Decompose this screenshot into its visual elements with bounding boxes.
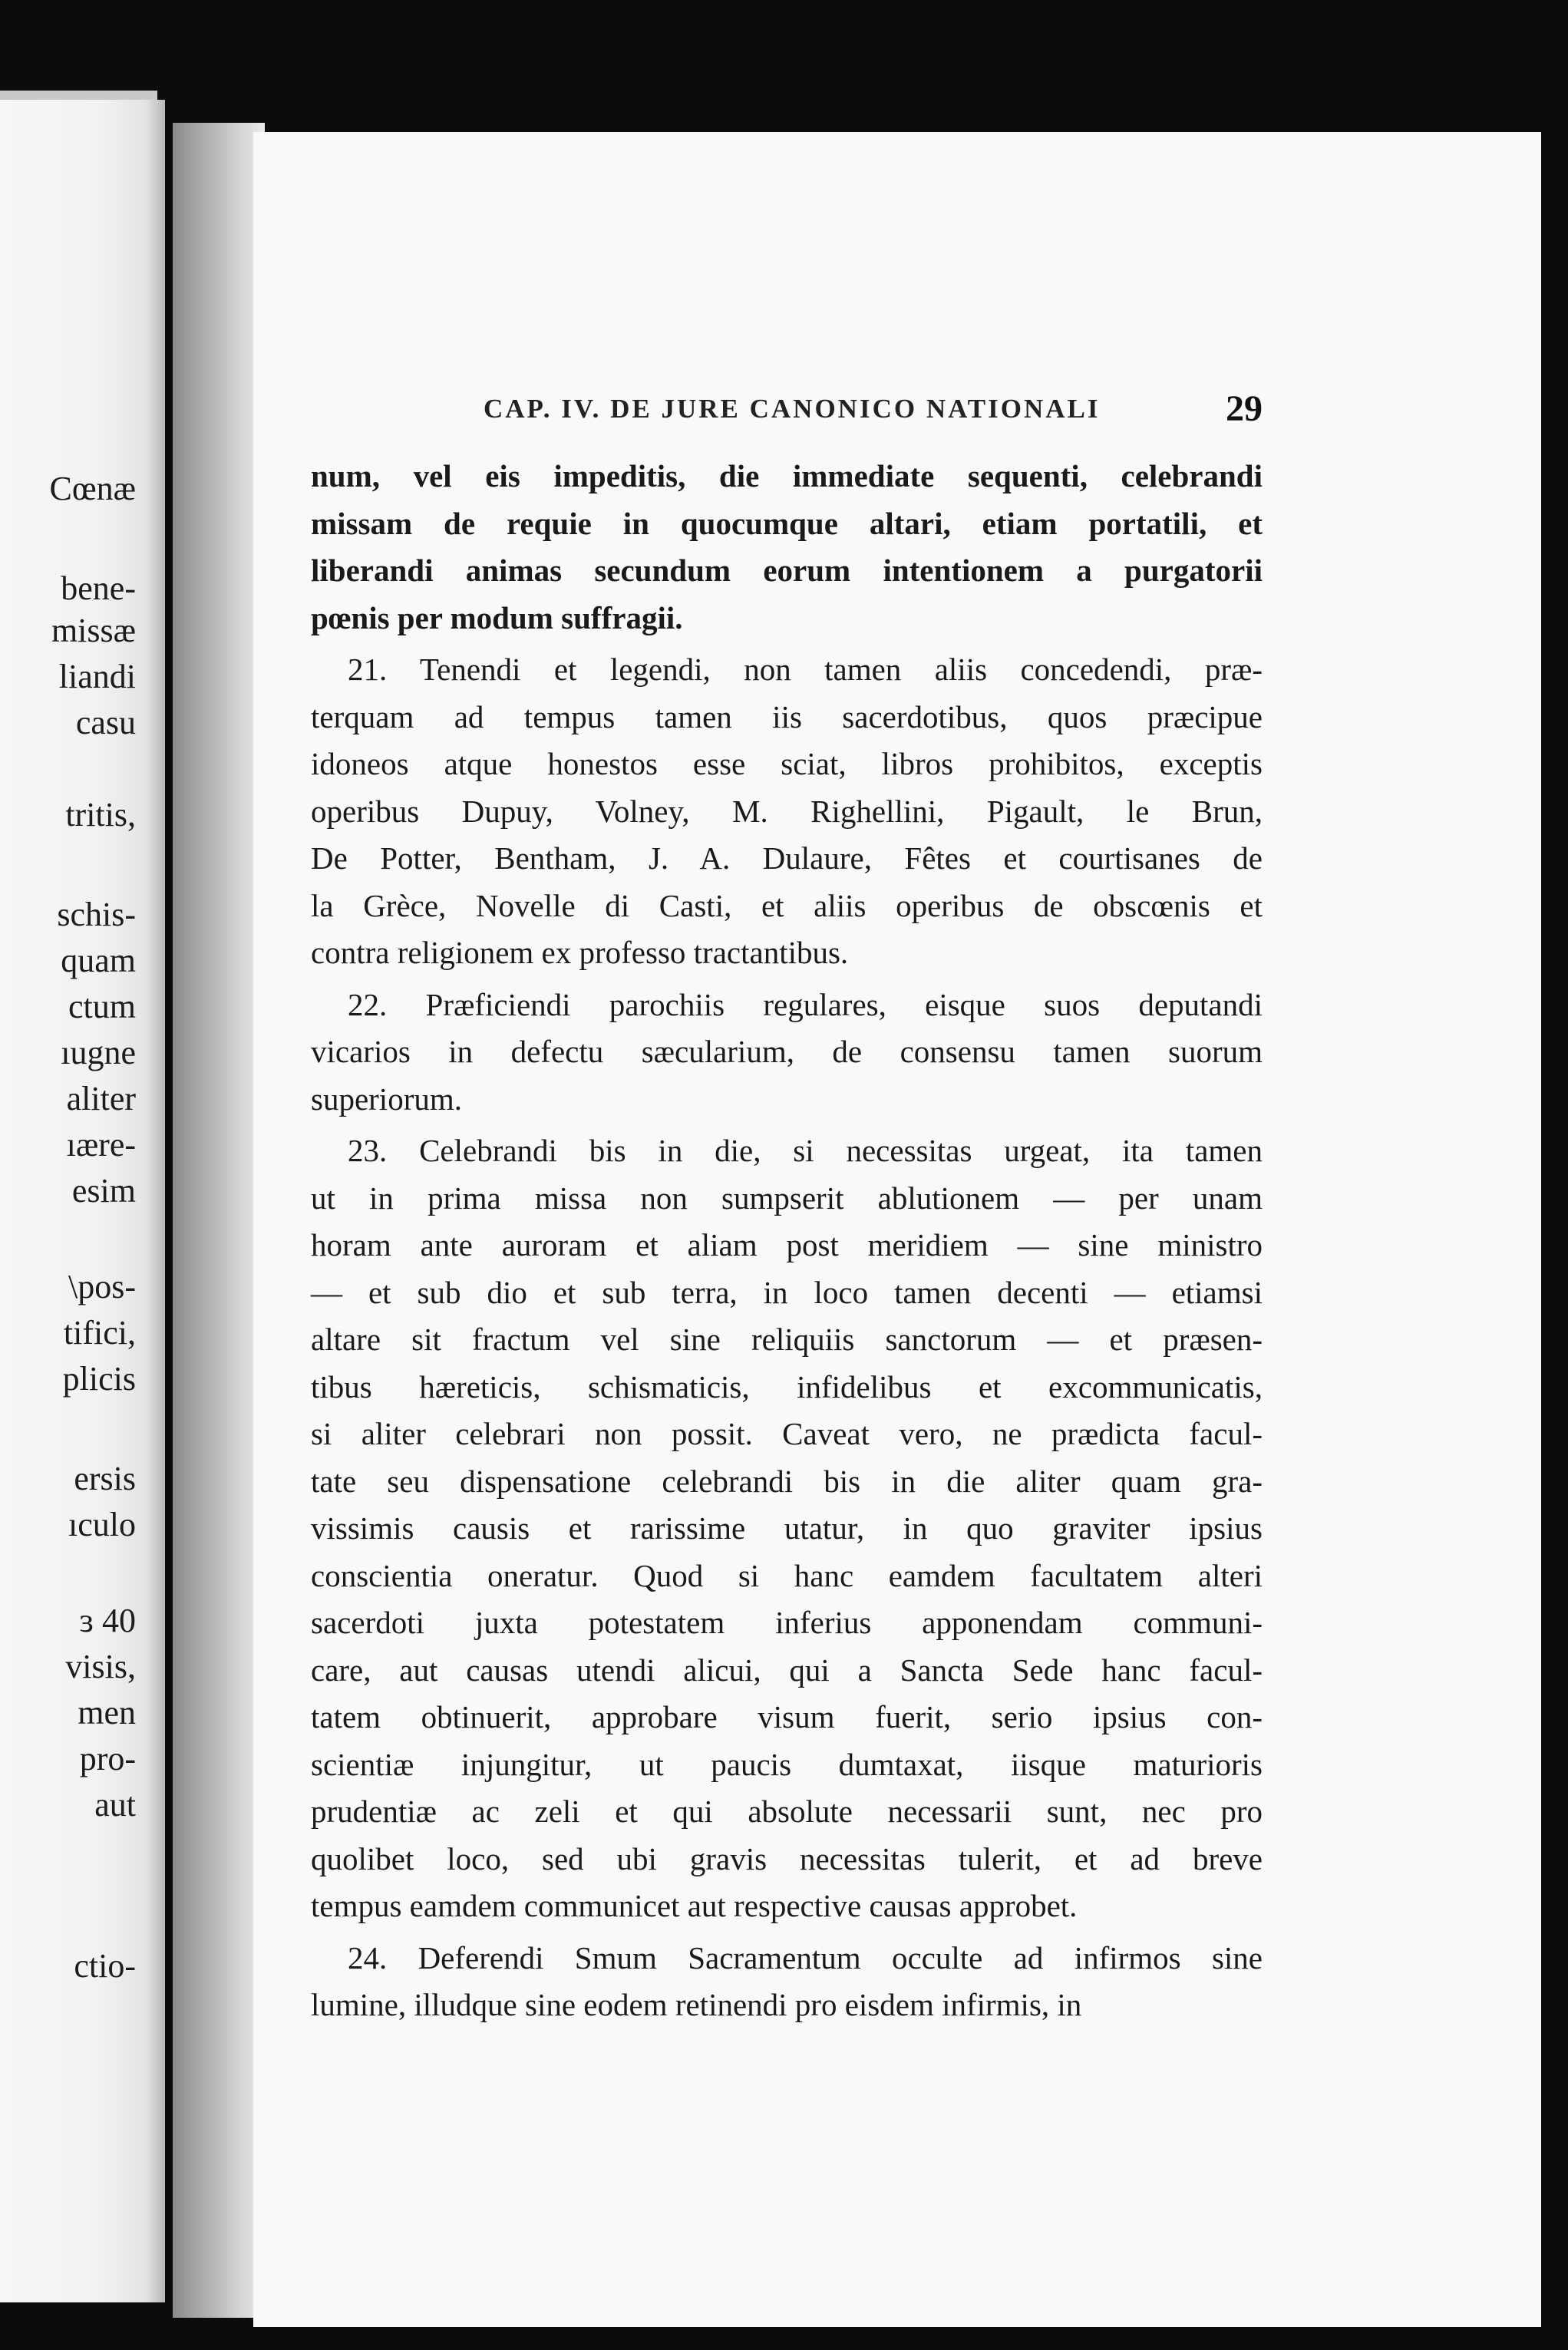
- left-page-fragment: missæ: [51, 612, 136, 649]
- text-line: missam de requie in quocumque altari, etiam portatili, et: [311, 505, 1263, 541]
- text-line: — et sub dio et sub terra, in loco tamen decenti — etiamsi: [311, 1274, 1263, 1310]
- text-line: care, aut causas utendi alicui, qui a Sancta Sede hanc facul-: [311, 1652, 1263, 1688]
- left-page-fragment: ıculo: [68, 1506, 136, 1543]
- left-page-fragment: schis-: [57, 896, 136, 933]
- text-line: tate seu dispensatione celebrandi bis in die aliter quam gra-: [311, 1463, 1263, 1499]
- left-page-fragment: ıære-: [66, 1126, 136, 1163]
- text-line: quolibet loco, sed ubi gravis necessitas tulerit, et ad breve: [311, 1840, 1263, 1876]
- text-line: terquam ad tempus tamen iis sacerdotibus, quos præcipue: [311, 698, 1263, 734]
- text-line: vissimis causis et rarissime utatur, in quo graviter ipsius: [311, 1510, 1263, 1546]
- body-text: [311, 453, 1263, 2029]
- left-page-fragment: esim: [71, 1172, 136, 1210]
- page-gutter-shadow: [173, 123, 265, 2318]
- left-page-fragment: pro-: [79, 1740, 136, 1777]
- left-page-fragment: ersis: [74, 1460, 136, 1497]
- text-line: 21. Tenendi et legendi, non tamen aliis concedendi, præ-: [348, 652, 1263, 687]
- chapter-title: CAP. IV. DE JURE CANONICO NATIONALI: [484, 394, 1101, 424]
- text-line: idoneos atque honestos esse sciat, libros prohibitos, exceptis: [311, 746, 1263, 781]
- left-page-fragment: quam: [61, 942, 136, 979]
- left-page-fragment: tifici,: [63, 1314, 136, 1352]
- text-line: la Grèce, Novelle di Casti, et aliis operibus de obscœnis et: [311, 887, 1263, 923]
- text-line: operibus Dupuy, Volney, M. Righellini, Pigault, le Brun,: [311, 793, 1263, 829]
- text-line: prudentiæ ac zeli et qui absolute necessarii sunt, nec pro: [311, 1794, 1263, 1829]
- left-page-fragment: \pos-: [68, 1268, 136, 1305]
- text-line: lumine, illudque sine eodem retinendi pro eisdem infirmis, in: [311, 1987, 1082, 2022]
- text-line: 24. Deferendi Smum Sacramentum occulte ad infirmos sine: [348, 1939, 1263, 1975]
- left-page-fragment: aut: [94, 1786, 136, 1824]
- text-line: sacerdoti juxta potestatem inferius apponendam communi-: [311, 1605, 1263, 1640]
- text-line: scientiæ injungitur, ut paucis dumtaxat, iisque maturioris: [311, 1746, 1263, 1782]
- left-page-fragment: bene-: [61, 569, 136, 607]
- left-page-fragment: men: [78, 1694, 136, 1731]
- text-line: contra religionem ex professo tractantibus.: [311, 935, 849, 970]
- text-line: horam ante auroram et aliam post meridiem — sine ministro: [311, 1227, 1263, 1262]
- previous-page: [0, 100, 165, 2302]
- text-line: pœnis per modum suffragii.: [311, 599, 683, 635]
- text-line: tatem obtinuerit, approbare visum fuerit, serio ipsius con-: [311, 1699, 1263, 1734]
- text-line: superiorum.: [311, 1081, 462, 1117]
- left-page-fragment: Cœnæ: [49, 470, 136, 507]
- left-page-fragment: plicis: [62, 1360, 136, 1398]
- left-page-fragment: ıugne: [61, 1034, 136, 1071]
- left-page-fragment: ctio-: [74, 1947, 136, 1985]
- left-page-fragment: visis,: [65, 1648, 136, 1685]
- text-line: altare sit fractum vel sine reliquiis sanctorum — et præsen-: [311, 1322, 1263, 1357]
- left-page-fragment: casu: [75, 704, 136, 741]
- left-page-fragment: tritis,: [65, 796, 136, 833]
- text-line: liberandi animas secundum eorum intentionem a purgatorii: [311, 553, 1263, 588]
- page-number: 29: [1226, 388, 1263, 429]
- left-page-fragment: liandi: [58, 658, 136, 695]
- text-line: De Potter, Bentham, J. A. Dulaure, Fêtes et courtisanes de: [311, 840, 1263, 876]
- left-page-fragment: ɜ 40: [79, 1602, 136, 1639]
- left-page-fragment: ctum: [68, 988, 136, 1025]
- text-line: si aliter celebrari non possit. Caveat vero, ne prædicta facul-: [311, 1416, 1263, 1451]
- running-head: [484, 388, 1263, 434]
- text-line: 22. Præficiendi parochiis regulares, eisque suos deputandi: [348, 986, 1263, 1022]
- text-line: tibus hæreticis, schismaticis, infidelibus et excommunicatis,: [311, 1368, 1263, 1404]
- text-line: num, vel eis impeditis, die immediate sequenti, celebrandi: [311, 458, 1263, 493]
- text-line: vicarios in defectu sæcularium, de consensu tamen suorum: [311, 1034, 1263, 1069]
- text-line: ut in prima missa non sumpserit ablutionem — per unam: [311, 1180, 1263, 1216]
- left-page-fragment: aliter: [66, 1080, 136, 1117]
- text-line: tempus eamdem communicet aut respective causas approbet.: [311, 1888, 1078, 1923]
- text-line: 23. Celebrandi bis in die, si necessitas urgeat, ita tamen: [348, 1133, 1263, 1168]
- text-line: conscientia oneratur. Quod si hanc eamdem facultatem alteri: [311, 1557, 1263, 1593]
